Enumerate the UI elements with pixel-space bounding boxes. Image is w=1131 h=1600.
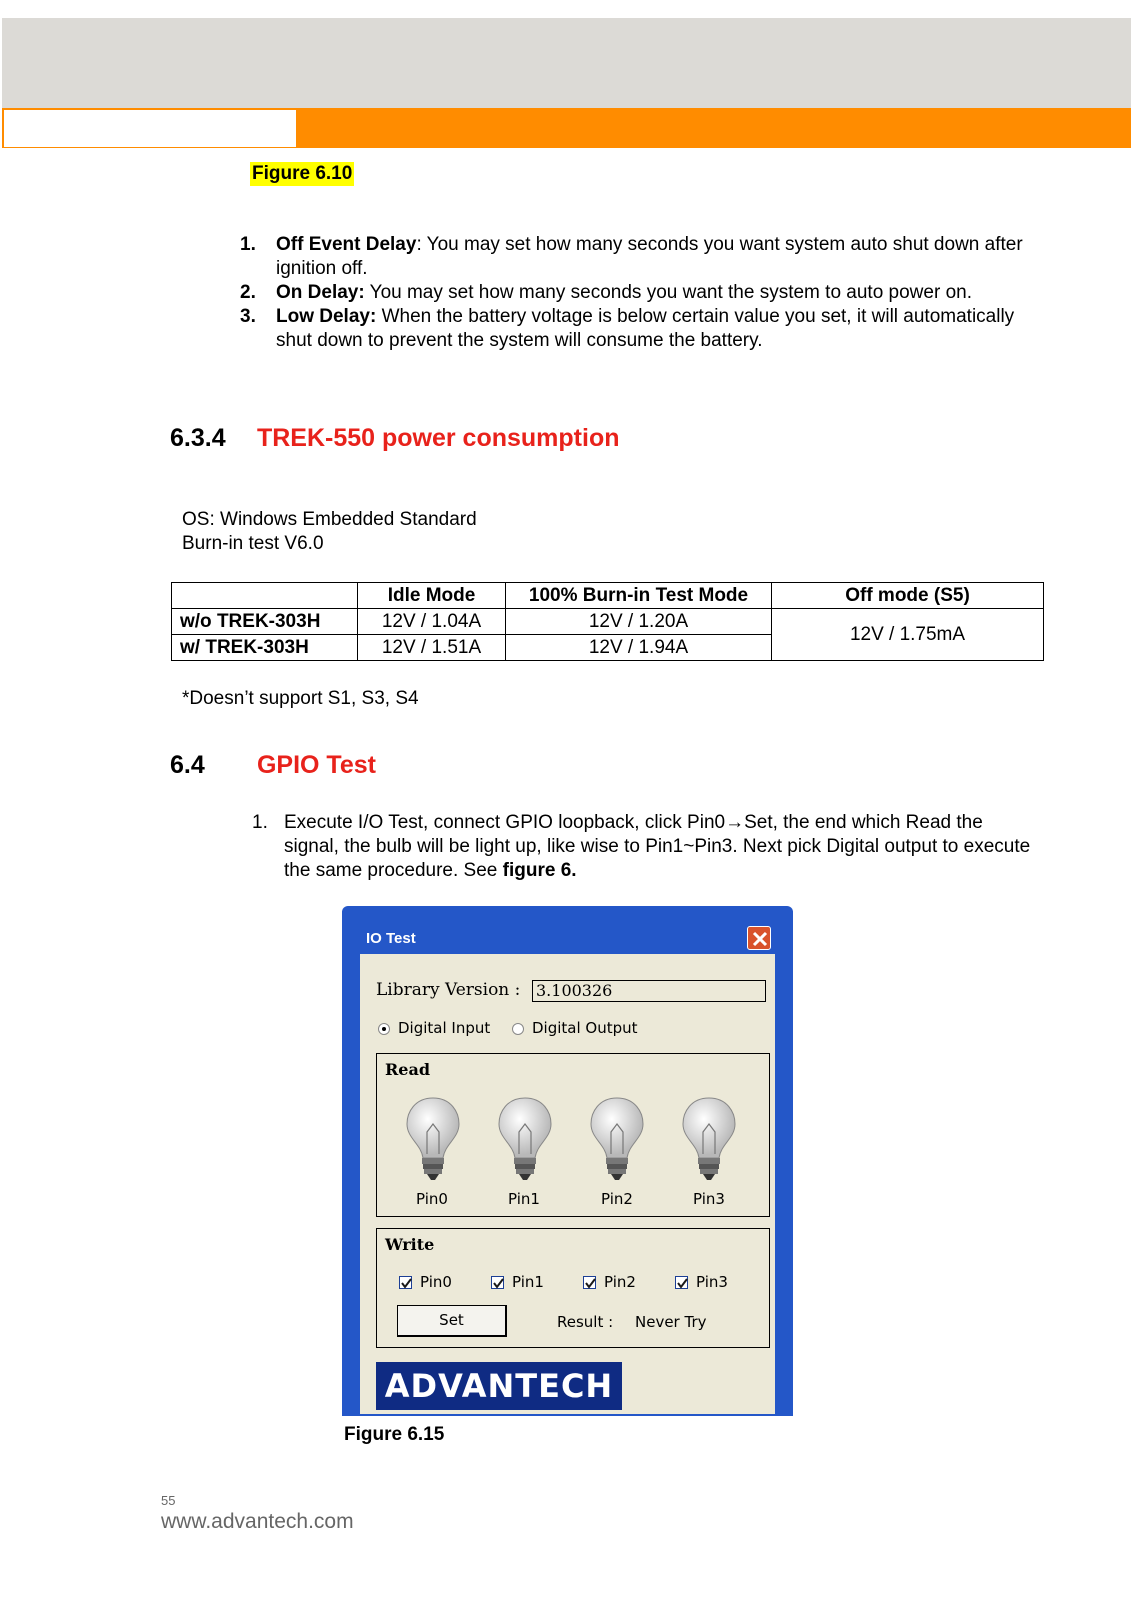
result-label: Result : [557, 1313, 614, 1331]
gpio-step: 1. Execute I/O Test, connect GPIO loopback, click Pin0→Set, the end which Read the signal, the bulb will be light up, like wise to Pin1~Pin3. Next pick Digital output to execute the same procedure. See figure 6. [252, 812, 1031, 881]
advantech-logo: ADVANTECH [376, 1362, 622, 1410]
bulb-icon-pin2 [587, 1094, 647, 1184]
bulb-icon-pin1 [495, 1094, 555, 1184]
write-group-title: Write [385, 1235, 435, 1254]
os-info: OS: Windows Embedded Standard Burn-in test V6.0 [182, 509, 477, 554]
read-pin3-label: Pin3 [693, 1190, 725, 1208]
close-button[interactable] [747, 926, 771, 950]
footer-url: www.advantech.com [161, 1510, 354, 1533]
read-group-title: Read [385, 1060, 431, 1079]
write-pin0-checkbox[interactable]: Pin0 [399, 1273, 452, 1291]
checkmark-icon [585, 1278, 596, 1289]
header-tab-blank [4, 110, 296, 147]
result-value: Never Try [635, 1313, 707, 1331]
read-group [376, 1053, 770, 1217]
figure-caption-top: Figure 6.10 [252, 163, 353, 184]
close-icon [752, 931, 768, 947]
checkmark-icon [401, 1278, 412, 1289]
checkmark-icon [677, 1278, 688, 1289]
page-number: 55 [161, 1493, 176, 1508]
radio-selected-icon [378, 1023, 390, 1035]
window-title: IO Test [366, 930, 416, 947]
list-item: 3. Low Delay: When the battery voltage is below certain value you set, it will automatically shut down to prevent the system will consume the battery. [240, 306, 1015, 351]
library-version-label: Library Version : [376, 980, 521, 1000]
list-item: 1. Off Event Delay: You may set how many seconds you want system auto shut down after ignition off. [240, 234, 1023, 279]
write-pin1-checkbox[interactable]: Pin1 [491, 1273, 544, 1291]
write-group [376, 1228, 770, 1348]
library-version-field: 3.100326 [532, 980, 766, 1002]
radio-unselected-icon [512, 1023, 524, 1035]
bulb-icon-pin3 [679, 1094, 739, 1184]
figure-caption-bottom: Figure 6.15 [344, 1424, 445, 1445]
list-item: 2. On Delay: You may set how many seconds you want the system to auto power on. [240, 282, 972, 303]
digital-output-radio[interactable]: Digital Output [512, 1019, 638, 1037]
delay-settings-list [240, 233, 1030, 353]
table-header-row: Idle Mode 100% Burn-in Test Mode Off mode (S5) [172, 583, 1044, 609]
checkmark-icon [493, 1278, 504, 1289]
window-body [360, 954, 775, 1414]
io-test-window [342, 906, 793, 1416]
read-pin1-label: Pin1 [508, 1190, 540, 1208]
digital-input-radio[interactable]: Digital Input [378, 1019, 490, 1037]
section-heading-power: 6.3.4 TREK-550 power consumption [170, 424, 620, 452]
write-pin2-checkbox[interactable]: Pin2 [583, 1273, 636, 1291]
read-pin2-label: Pin2 [601, 1190, 633, 1208]
power-consumption-table [171, 582, 1044, 661]
sleep-state-note: *Doesn’t support S1, S3, S4 [182, 688, 419, 709]
write-pin3-checkbox[interactable]: Pin3 [675, 1273, 728, 1291]
read-pin0-label: Pin0 [416, 1190, 448, 1208]
bulb-icon-pin0 [403, 1094, 463, 1184]
header-band [2, 18, 1131, 108]
section-heading-gpio: 6.4 GPIO Test [170, 751, 376, 779]
set-button[interactable]: Set [397, 1305, 507, 1337]
table-row: w/o TREK-303H 12V / 1.04A 12V / 1.20A 12V / 1.75mA [172, 609, 1044, 635]
table-row: w/ TREK-303H 12V / 1.51A 12V / 1.94A [172, 635, 1044, 661]
